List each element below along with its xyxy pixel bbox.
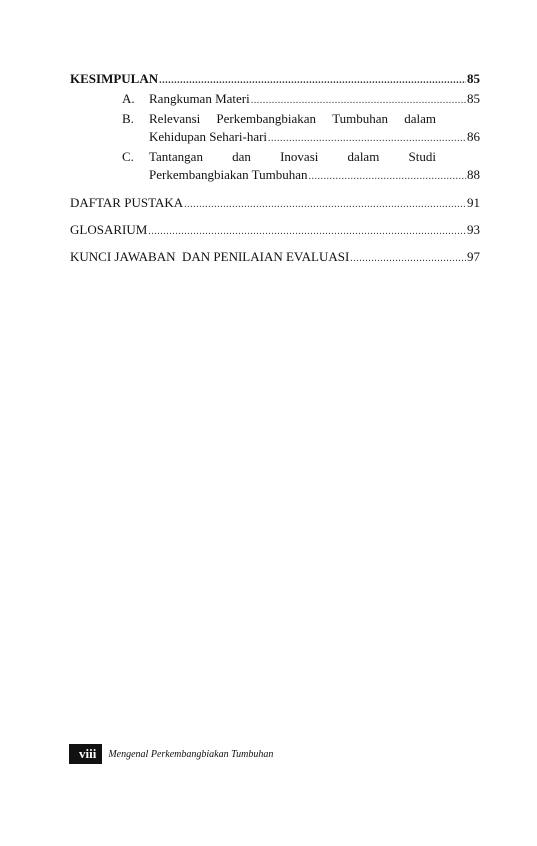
toc-entry-kesimpulan[interactable] [70, 70, 480, 90]
toc-subentry-letter: C. [122, 149, 134, 164]
toc-subentry-title-line1 [149, 148, 480, 166]
toc-subentry-title-line2: Kehidupan Sehari-hari [149, 129, 268, 144]
footer-page-number: viii [69, 744, 102, 764]
toc-subentry-b[interactable] [70, 110, 480, 148]
title-word: Perkembangbiakan [216, 111, 317, 126]
title-word: Studi [408, 149, 436, 164]
toc-entry-title: KESIMPULAN [70, 71, 159, 86]
toc-subentry-title: Rangkuman Materi [149, 91, 250, 106]
toc-subentry-a[interactable] [70, 90, 480, 110]
toc-entry-page: 97 [467, 249, 480, 264]
toc-subentry-title-line1 [149, 110, 480, 128]
title-word: Tantangan [149, 149, 203, 164]
toc-entry-glosarium[interactable] [70, 221, 480, 241]
dot-leader [268, 130, 466, 148]
toc-subentry-title-line2: Perkembangbiakan Tumbuhan [149, 167, 308, 182]
dot-leader [251, 92, 466, 110]
title-word: Inovasi [280, 149, 319, 164]
toc-entry-title: KUNCI JAWABAN DAN PENILAIAN EVALUASI [70, 249, 350, 264]
title-word: Tumbuhan [332, 111, 389, 126]
dot-leader [350, 250, 466, 268]
title-word: dalam [347, 149, 380, 164]
table-of-contents [70, 66, 480, 268]
title-word: Relevansi [149, 111, 201, 126]
toc-subentry-page: 88 [467, 167, 480, 182]
toc-entry-daftar-pustaka[interactable] [70, 194, 480, 214]
page-footer [69, 744, 273, 764]
dot-leader [148, 223, 466, 241]
footer-book-title: Mengenal Perkembangbiakan Tumbuhan [108, 748, 274, 760]
dot-leader [309, 168, 466, 186]
toc-entry-page: 85 [467, 71, 480, 86]
toc-subentry-letter: A. [122, 91, 135, 106]
title-word: dan [232, 149, 251, 164]
title-word: dalam [404, 111, 436, 126]
toc-subentry-c[interactable] [70, 148, 480, 186]
toc-entry-page: 93 [467, 222, 480, 237]
toc-entry-kunci-jawaban[interactable] [70, 248, 480, 268]
dot-leader [159, 72, 466, 90]
dot-leader [184, 196, 466, 214]
toc-subentry-page: 85 [467, 91, 480, 106]
toc-entry-title: GLOSARIUM [70, 222, 148, 237]
toc-subentry-letter: B. [122, 111, 134, 126]
toc-subentry-page: 86 [467, 129, 480, 144]
toc-entry-page: 91 [467, 195, 480, 210]
toc-entry-title: DAFTAR PUSTAKA [70, 195, 184, 210]
